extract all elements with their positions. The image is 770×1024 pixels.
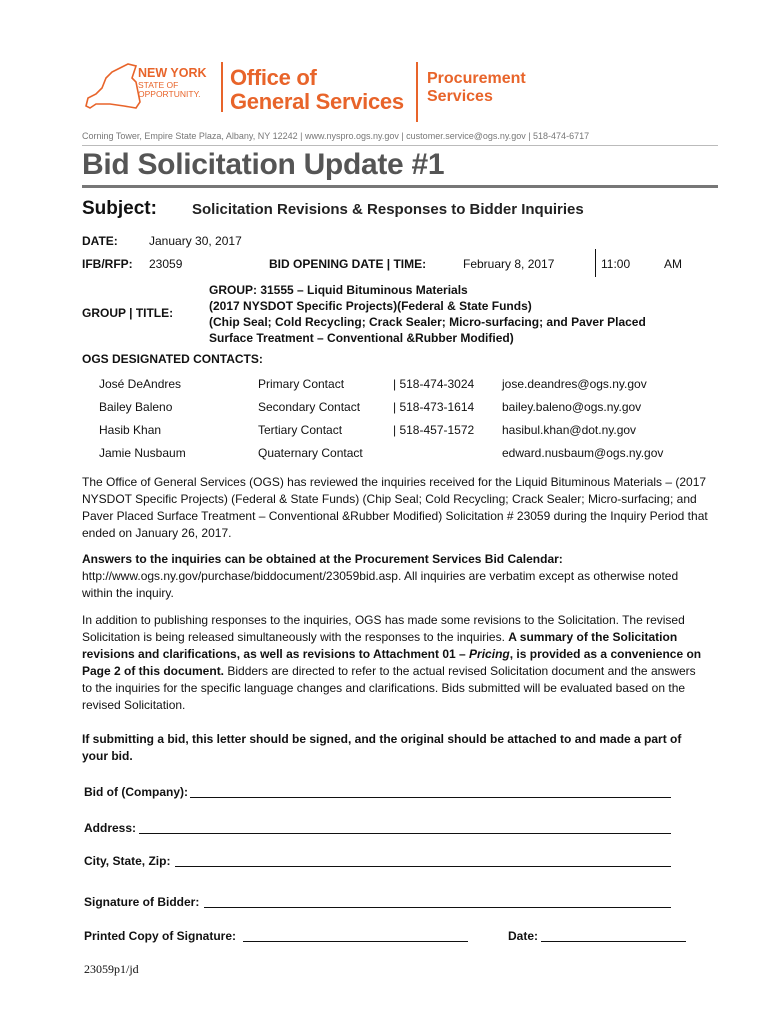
bid-opening-time: 11:00 — [601, 257, 631, 271]
answers-link-text: http://www.ogs.ny.gov/purchase/biddocument/23059bid.asp. All inquiries are verbatim except as otherwise noted within the inquiry. — [82, 569, 679, 600]
contact-name: Jamie Nusbaum — [99, 446, 186, 460]
contact-email[interactable]: edward.nusbaum@ogs.ny.gov — [502, 446, 664, 460]
ifb-value: 23059 — [149, 257, 183, 271]
signature-field[interactable] — [204, 907, 671, 908]
address-label: Address: — [84, 821, 137, 835]
ifb-label: IFB/RFP: — [82, 257, 133, 271]
revisions-summary: A summary of the Solicitation revisions and clarifications, as well as revisions to Attachment 01 – — [82, 630, 678, 661]
contact-role: Secondary Contact — [258, 400, 361, 414]
group-label: GROUP | TITLE: — [82, 306, 174, 320]
revisions-intro: In addition to publishing responses to the inquiries, OGS has made some revisions to the Solicitation. The revised Solicitation is being released simultaneously with the responses to the inquiries. — [82, 613, 685, 644]
date-value: January 30, 2017 — [149, 234, 242, 248]
city-field[interactable] — [175, 866, 671, 867]
group-line-3: (Chip Seal; Cold Recycling; Crack Sealer; Micro-surfacing; and Paver Placed — [209, 315, 646, 329]
ogs-logo-line-1: Office of — [230, 65, 317, 90]
date-sign-field[interactable] — [541, 941, 686, 942]
contacts-heading: OGS DESIGNATED CONTACTS: — [82, 352, 263, 366]
logo-divider — [221, 62, 223, 112]
contact-phone: | 518-473-1614 — [393, 400, 475, 414]
bid-opening-ampm: AM — [664, 257, 682, 271]
ny-logo-subtitle-2: OPPORTUNITY. — [138, 89, 201, 99]
time-divider — [595, 249, 596, 277]
contact-name: José DeAndres — [99, 377, 182, 391]
city-label: City, State, Zip: — [84, 854, 171, 868]
ny-logo-title: NEW YORK — [138, 66, 207, 80]
bid-opening-label: BID OPENING DATE | TIME: — [269, 257, 427, 271]
group-line-2: (2017 NYSDOT Specific Projects)(Federal & State Funds) — [209, 299, 532, 313]
revisions-instructions: Bidders are directed to refer to the actual revised Solicitation document and the answers to the inquiries for the specific language changes and clarifications. Bids submitted will be evaluated based on the revised Solicitation. — [82, 664, 696, 712]
contact-role: Quaternary Contact — [258, 446, 363, 460]
paragraph-answers — [82, 551, 708, 602]
logo-divider-2 — [416, 62, 418, 122]
printed-signature-field[interactable] — [243, 941, 468, 942]
contact-email[interactable]: bailey.baleno@ogs.ny.gov — [502, 400, 642, 414]
contact-role: Tertiary Contact — [258, 423, 343, 437]
title-rule — [82, 185, 718, 188]
subject-label: Subject: — [82, 198, 157, 219]
paragraph-revisions — [82, 612, 708, 714]
footer-code: 23059p1/jd — [84, 962, 139, 976]
contact-name: Bailey Baleno — [99, 400, 173, 414]
signature-label: Signature of Bidder: — [84, 895, 200, 909]
ps-logo-line-1: Procurement — [427, 70, 526, 87]
revisions-summary-end: , is provided as a convenience on Page 2 of this document. — [82, 647, 702, 678]
header-contact-line: Corning Tower, Empire State Plaza, Albany, NY 12242 | www.nyspro.ogs.ny.gov | customer.service@ogs.ny.gov | 518-474-6717 — [82, 131, 590, 141]
contact-phone: | 518-474-3024 — [393, 377, 475, 391]
ogs-logo-line-2: General Services — [230, 89, 404, 114]
contact-email[interactable]: hasibul.khan@dot.ny.gov — [502, 423, 637, 437]
paragraph-signing: If submitting a bid, this letter should be signed, and the original should be attached to and made a part of your bid. — [82, 732, 682, 763]
date-label: DATE: — [82, 234, 118, 248]
contact-role: Primary Contact — [258, 377, 345, 391]
bid-opening-date: February 8, 2017 — [463, 257, 555, 271]
document-title: Bid Solicitation Update #1 — [82, 148, 445, 181]
ps-logo-line-2: Services — [427, 88, 493, 105]
paragraph-review: The Office of General Services (OGS) has reviewed the inquiries received for the Liquid Bituminous Materials – (2017 NYSDOT Specific Projects) (Federal & State Funds) (Chip Seal; Cold Recycling; Crack Sealer; Micro-surfacing; and Paver Placed Surface Treatment – Conventional &Rubber Modified) Solicitation # 23059 during the Inquiry Period that ended on January 26, 2017. — [82, 475, 708, 540]
contact-phone: | 518-457-1572 — [393, 423, 475, 437]
subject-value: Solicitation Revisions & Responses to Bidder Inquiries — [192, 201, 584, 218]
company-field[interactable] — [190, 797, 671, 798]
contact-email[interactable]: jose.deandres@ogs.ny.gov — [502, 377, 647, 391]
contact-name: Hasib Khan — [99, 423, 162, 437]
header-divider — [82, 145, 718, 146]
printed-signature-label: Printed Copy of Signature: — [84, 929, 237, 943]
address-field[interactable] — [139, 833, 671, 834]
ny-logo-subtitle-1: STATE OF — [138, 80, 179, 90]
company-label: Bid of (Company): — [84, 785, 188, 799]
group-title — [209, 282, 646, 346]
date-sign-label: Date: — [508, 929, 539, 943]
answers-lead: Answers to the inquiries can be obtained at the Procurement Services Bid Calendar: — [82, 552, 563, 566]
group-line-4: Surface Treatment – Conventional &Rubber Modified) — [209, 331, 514, 345]
pricing-term: Pricing — [469, 647, 510, 661]
group-line-1: GROUP: 31555 – Liquid Bituminous Materials — [209, 283, 468, 297]
